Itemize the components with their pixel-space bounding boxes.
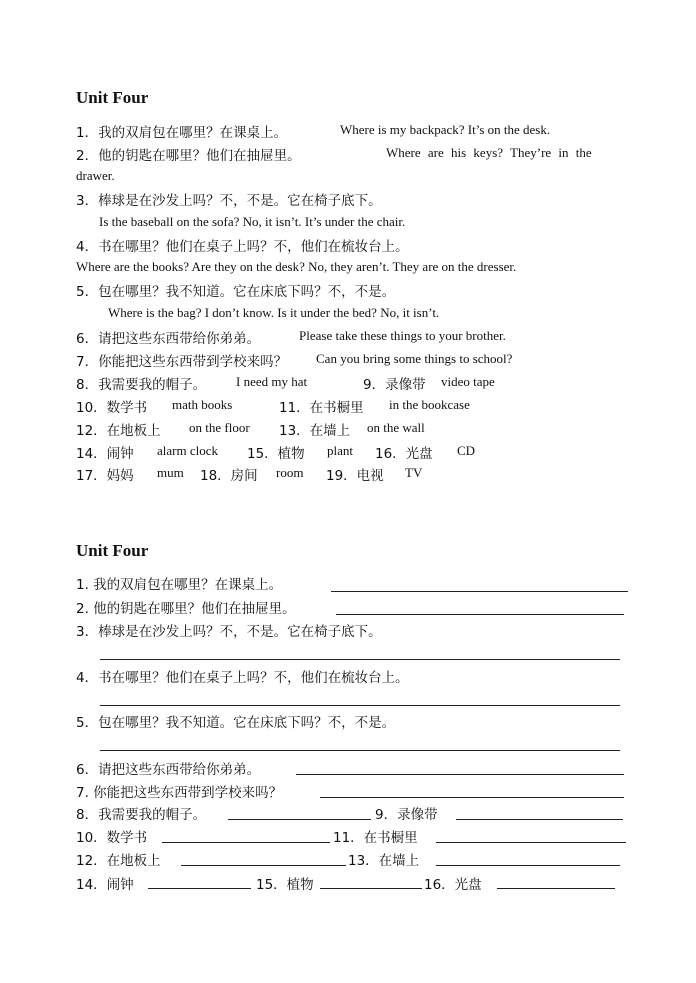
item-13-en: on the wall [367,420,425,435]
item-8-en: I need my hat [236,374,308,389]
item-16-en: CD [457,443,476,458]
item-19-zh: 19．电视 [326,468,384,484]
section1-title: Unit Four [76,88,149,107]
item-6-zh: 6．请把这些东西带给你弟弟。 [76,331,261,347]
item-11-en: in the bookcase [389,397,470,412]
item-4-zh: 4．书在哪里？他们在桌子上吗？不，他们在梳妆台上。 [76,239,409,255]
question-7: 7. 你能把这些东西带到学校来吗？ [76,785,283,801]
question-5: 5．包在哪里？我不知道。它在床底下吗？不，不是。 [76,715,396,731]
item-5-zh: 5．包在哪里？我不知道。它在床底下吗？不，不是。 [76,284,396,300]
section2-title: Unit Four [76,541,149,560]
question-13: 13．在墙上 [348,853,420,869]
item-9-zh: 9．录像带 [363,377,426,393]
item-5-en: Where is the bag? I don’t know. Is it under the bed? No, it isn’t. [108,305,440,320]
item-16-zh: 16．光盘 [375,446,433,462]
question-11: 11．在书橱里 [333,830,418,846]
item-6-en: Please take these things to your brother. [299,328,506,343]
item-12-en: on the floor [189,420,250,435]
answer-blank-1[interactable] [331,591,628,592]
answer-blank-3[interactable] [100,659,620,660]
item-18-zh: 18．房间 [200,468,258,484]
item-1-zh: 1．我的双肩包在哪里？在课桌上。 [76,125,288,141]
answer-blank-9[interactable] [456,819,623,820]
item-10-en: math books [172,397,233,412]
question-12: 12．在地板上 [76,853,161,869]
item-15-en: plant [327,443,353,458]
question-2: 2. 他的钥匙在哪里？他们在抽屉里。 [76,601,296,617]
item-9-en: video tape [441,374,495,389]
item-13-zh: 13．在墙上 [279,423,351,439]
item-14-zh: 14．闹钟 [76,446,134,462]
answer-blank-15[interactable] [320,888,422,889]
answer-blank-4[interactable] [100,705,620,706]
item-2-zh: 2．他的钥匙在哪里？他们在抽屉里。 [76,148,301,164]
answer-blank-5[interactable] [100,750,620,751]
answer-blank-8[interactable] [228,819,371,820]
item-4-en: Where are the books? Are they on the desk? No, they aren’t. They are on the dresser. [76,259,517,274]
question-14: 14．闹钟 [76,877,134,893]
item-19-en: TV [405,465,423,480]
item-10-zh: 10．数学书 [76,400,148,416]
answer-blank-7[interactable] [320,797,624,798]
item-1-en: Where is my backpack? It’s on the desk. [340,122,551,137]
answer-blank-12[interactable] [181,865,346,866]
item-2-en-cont: drawer. [76,168,115,183]
answer-blank-13[interactable] [436,865,620,866]
item-3-en: Is the baseball on the sofa? No, it isn’t. It’s under the chair. [99,214,406,229]
item-8-zh: 8．我需要我的帽子。 [76,377,207,393]
question-15: 15．植物 [256,877,314,893]
question-16: 16．光盘 [424,877,482,893]
answer-blank-14[interactable] [148,888,251,889]
item-18-en: room [276,465,304,480]
answer-blank-6[interactable] [296,774,624,775]
item-17-en: mum [157,465,184,480]
question-9: 9．录像带 [375,807,438,823]
answer-blank-2[interactable] [336,614,624,615]
question-6: 6．请把这些东西带给你弟弟。 [76,762,261,778]
question-8: 8．我需要我的帽子。 [76,807,207,823]
answer-blank-10[interactable] [162,842,330,843]
question-3: 3．棒球是在沙发上吗？不，不是。它在椅子底下。 [76,624,382,640]
item-12-zh: 12．在地板上 [76,423,161,439]
question-1: 1. 我的双肩包在哪里？在课桌上。 [76,577,283,593]
item-2-en: Where are his keys? They’re in the [386,145,592,160]
item-17-zh: 17．妈妈 [76,468,134,484]
item-14-en: alarm clock [157,443,218,458]
answer-blank-16[interactable] [497,888,615,889]
question-4: 4．书在哪里？他们在桌子上吗？不，他们在梳妆台上。 [76,670,409,686]
item-3-zh: 3．棒球是在沙发上吗？不，不是。它在椅子底下。 [76,193,382,209]
item-15-zh: 15．植物 [247,446,305,462]
item-7-zh: 7．你能把这些东西带到学校来吗？ [76,354,288,370]
item-7-en: Can you bring some things to school? [316,351,513,366]
question-10: 10．数学书 [76,830,148,846]
answer-blank-11[interactable] [436,842,626,843]
item-11-zh: 11．在书橱里 [279,400,364,416]
